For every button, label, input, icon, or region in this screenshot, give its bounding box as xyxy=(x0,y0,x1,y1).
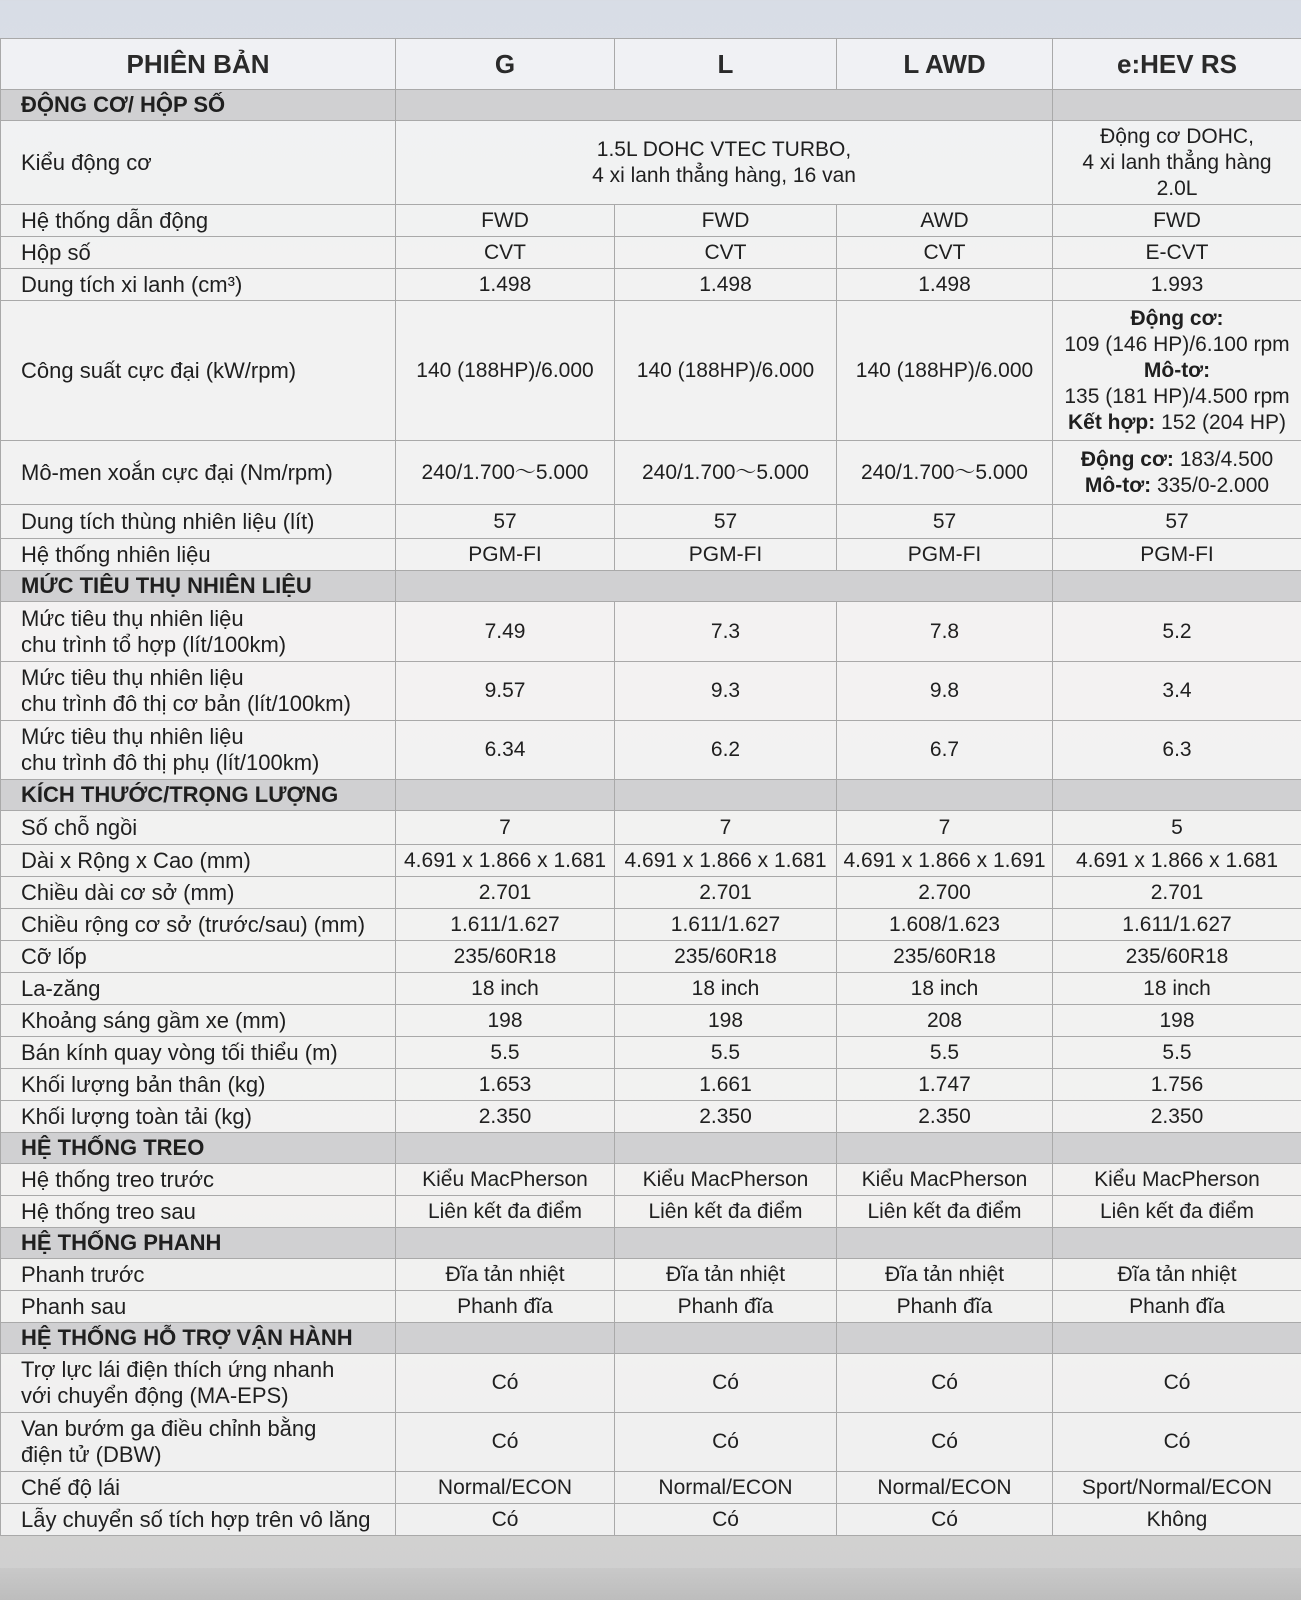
table-row xyxy=(1,269,1301,301)
bottom-background-strip xyxy=(0,1568,1301,1600)
row-label: Số chỗ ngồi xyxy=(1,811,396,845)
cell-value: 4.691 x 1.866 x 1.681 xyxy=(1053,845,1301,877)
cell-value: 57 xyxy=(837,505,1053,539)
power-combined-label: Kết hợp: xyxy=(1067,410,1156,434)
power-motor-label: Mô-tơ: xyxy=(1143,358,1211,382)
row-label: Khoảng sáng gầm xe (mm) xyxy=(1,1005,396,1037)
row-label: Hệ thống nhiên liệu xyxy=(1,539,396,571)
cell-value: PGM-FI xyxy=(837,539,1053,571)
table-row xyxy=(1,1504,1301,1536)
cell-value: Kiểu MacPherson xyxy=(396,1164,615,1196)
cell-value: 140 (188HP)/6.000 xyxy=(615,301,837,441)
table-row xyxy=(1,811,1301,845)
power-motor-value: 135 (181 HP)/4.500 rpm xyxy=(1064,384,1290,408)
torque-motor-value: 335/0-2.000 xyxy=(1156,473,1270,497)
row-label: Cỡ lốp xyxy=(1,941,396,973)
table-row xyxy=(1,441,1301,505)
cell-value: CVT xyxy=(396,237,615,269)
header-version-g: G xyxy=(396,39,615,90)
cell-value: Liên kết đa điểm xyxy=(1053,1196,1301,1228)
table-row xyxy=(1,1069,1301,1101)
row-label: Hệ thống treo sau xyxy=(1,1196,396,1228)
section-title: HỆ THỐNG PHANH xyxy=(1,1228,396,1259)
cell-value: Đĩa tản nhiệt xyxy=(837,1259,1053,1291)
cell-value: 18 inch xyxy=(1053,973,1301,1005)
table-row xyxy=(1,877,1301,909)
cell-value: 9.8 xyxy=(837,662,1053,721)
cell-value: Liên kết đa điểm xyxy=(615,1196,837,1228)
power-ehev-cell xyxy=(1053,301,1301,441)
cell-value: 198 xyxy=(1053,1005,1301,1037)
cell-value: 235/60R18 xyxy=(396,941,615,973)
torque-ehev-cell xyxy=(1053,441,1301,505)
torque-engine-value: 183/4.500 xyxy=(1179,447,1274,471)
table-row xyxy=(1,602,1301,662)
cell-value: 3.4 xyxy=(1053,662,1301,721)
cell-value: Phanh đĩa xyxy=(396,1291,615,1323)
version-header-row xyxy=(1,39,1301,90)
cell-value: Normal/ECON xyxy=(615,1472,837,1504)
cell-value: CVT xyxy=(615,237,837,269)
cell-value: FWD xyxy=(396,205,615,237)
spec-sheet xyxy=(0,38,1301,1536)
row-label: Công suất cực đại (kW/rpm) xyxy=(1,301,396,441)
cell-value: Có xyxy=(396,1354,615,1413)
cell-value: Kiểu MacPherson xyxy=(837,1164,1053,1196)
table-row xyxy=(1,539,1301,571)
cell-value: 2.701 xyxy=(1053,877,1301,909)
cell-value: 9.3 xyxy=(615,662,837,721)
cell-value: 5 xyxy=(1053,811,1301,845)
cell-value: 208 xyxy=(837,1005,1053,1037)
row-label: Dài x Rộng x Cao (mm) xyxy=(1,845,396,877)
cell-value: Liên kết đa điểm xyxy=(837,1196,1053,1228)
cell-value: 198 xyxy=(615,1005,837,1037)
section-suspension xyxy=(1,1133,1301,1164)
cell-value: 18 inch xyxy=(837,973,1053,1005)
section-dimensions xyxy=(1,780,1301,811)
torque-motor-label: Mô-tơ: xyxy=(1084,473,1152,497)
power-engine-value: 109 (146 HP)/6.100 rpm xyxy=(1064,332,1290,356)
cell-value: Đĩa tản nhiệt xyxy=(1053,1259,1301,1291)
header-label: PHIÊN BẢN xyxy=(1,39,396,90)
cell-value: 2.350 xyxy=(615,1101,837,1133)
row-label: Kiểu động cơ xyxy=(1,121,396,205)
cell-value: 140 (188HP)/6.000 xyxy=(837,301,1053,441)
cell-value: Phanh đĩa xyxy=(615,1291,837,1323)
cell-value: 57 xyxy=(615,505,837,539)
cell-value: Có xyxy=(1053,1413,1301,1472)
cell-value: Không xyxy=(1053,1504,1301,1536)
cell-value: 4.691 x 1.866 x 1.681 xyxy=(396,845,615,877)
cell-value: 6.7 xyxy=(837,721,1053,780)
cell-value: 5.2 xyxy=(1053,602,1301,662)
cell-value: Có xyxy=(615,1504,837,1536)
row-label: Chiều rộng cơ sở (trước/sau) (mm) xyxy=(1,909,396,941)
cell-value: 140 (188HP)/6.000 xyxy=(396,301,615,441)
section-title: HỆ THỐNG HỖ TRỢ VẬN HÀNH xyxy=(1,1323,396,1354)
cell-value: 6.3 xyxy=(1053,721,1301,780)
cell-value: 5.5 xyxy=(396,1037,615,1069)
section-assist xyxy=(1,1323,1301,1354)
table-row xyxy=(1,1101,1301,1133)
cell-value: Đĩa tản nhiệt xyxy=(396,1259,615,1291)
cell-value: 1.608/1.623 xyxy=(837,909,1053,941)
table-row xyxy=(1,1259,1301,1291)
cell-value: 1.611/1.627 xyxy=(396,909,615,941)
cell-value: E-CVT xyxy=(1053,237,1301,269)
cell-value: 1.498 xyxy=(615,269,837,301)
cell-value: Sport/Normal/ECON xyxy=(1053,1472,1301,1504)
cell-value: 1.498 xyxy=(837,269,1053,301)
row-label: Mức tiêu thụ nhiên liệu chu trình đô thị phụ (lít/100km) xyxy=(1,721,396,780)
row-label: Hộp số xyxy=(1,237,396,269)
row-label: Hệ thống dẫn động xyxy=(1,205,396,237)
cell-value: 1.747 xyxy=(837,1069,1053,1101)
row-label: Mức tiêu thụ nhiên liệu chu trình tổ hợp (lít/100km) xyxy=(1,602,396,662)
section-title: ĐỘNG CƠ/ HỘP SỐ xyxy=(1,90,396,121)
cell-value: Có xyxy=(837,1354,1053,1413)
table-row xyxy=(1,1005,1301,1037)
cell-value: Đĩa tản nhiệt xyxy=(615,1259,837,1291)
cell-value: 1.653 xyxy=(396,1069,615,1101)
cell-value: 5.5 xyxy=(615,1037,837,1069)
cell-value: 7.8 xyxy=(837,602,1053,662)
section-fuel xyxy=(1,571,1301,602)
header-version-l: L xyxy=(615,39,837,90)
cell-value: 235/60R18 xyxy=(837,941,1053,973)
row-label: Chế độ lái xyxy=(1,1472,396,1504)
cell-value: 2.701 xyxy=(615,877,837,909)
row-label: Trợ lực lái điện thích ứng nhanh với chuyển động (MA-EPS) xyxy=(1,1354,396,1413)
cell-value: 4.691 x 1.866 x 1.681 xyxy=(615,845,837,877)
cell-value: CVT xyxy=(837,237,1053,269)
row-label: Khối lượng toàn tải (kg) xyxy=(1,1101,396,1133)
cell-value: Có xyxy=(837,1504,1053,1536)
cell-value: Phanh đĩa xyxy=(1053,1291,1301,1323)
cell-value: Liên kết đa điểm xyxy=(396,1196,615,1228)
table-row xyxy=(1,505,1301,539)
cell-value: 1.993 xyxy=(1053,269,1301,301)
cell-value: 7 xyxy=(396,811,615,845)
row-label: Phanh trước xyxy=(1,1259,396,1291)
cell-value: Có xyxy=(1053,1354,1301,1413)
table-row xyxy=(1,721,1301,780)
table-row xyxy=(1,1037,1301,1069)
cell-value: 7 xyxy=(615,811,837,845)
cell-value: Có xyxy=(837,1413,1053,1472)
cell-value: 240/1.700～5.000 xyxy=(837,441,1053,505)
cell-value: 57 xyxy=(1053,505,1301,539)
cell-value: 1.611/1.627 xyxy=(1053,909,1301,941)
spec-table xyxy=(0,38,1301,1536)
table-row xyxy=(1,1164,1301,1196)
cell-value: 6.34 xyxy=(396,721,615,780)
cell-value: 18 inch xyxy=(615,973,837,1005)
header-version-l-awd: L AWD xyxy=(837,39,1053,90)
cell-value: Normal/ECON xyxy=(837,1472,1053,1504)
cell-value: PGM-FI xyxy=(1053,539,1301,571)
cell-value: 5.5 xyxy=(1053,1037,1301,1069)
row-label: Dung tích thùng nhiên liệu (lít) xyxy=(1,505,396,539)
table-row xyxy=(1,205,1301,237)
cell-value: 2.700 xyxy=(837,877,1053,909)
cell-value: Kiểu MacPherson xyxy=(1053,1164,1301,1196)
row-label: Mô-men xoắn cực đại (Nm/rpm) xyxy=(1,441,396,505)
cell-value: PGM-FI xyxy=(396,539,615,571)
section-title: HỆ THỐNG TREO xyxy=(1,1133,396,1164)
engine-type-ehev: Động cơ DOHC, 4 xi lanh thẳng hàng 2.0L xyxy=(1053,121,1301,205)
cell-value: 198 xyxy=(396,1005,615,1037)
cell-value: 7.49 xyxy=(396,602,615,662)
cell-value: 6.2 xyxy=(615,721,837,780)
table-row xyxy=(1,1413,1301,1472)
cell-value: Có xyxy=(615,1354,837,1413)
cell-value: Normal/ECON xyxy=(396,1472,615,1504)
cell-value: Có xyxy=(396,1413,615,1472)
cell-value: 2.350 xyxy=(396,1101,615,1133)
row-label: Khối lượng bản thân (kg) xyxy=(1,1069,396,1101)
row-label: Mức tiêu thụ nhiên liệu chu trình đô thị cơ bản (lít/100km) xyxy=(1,662,396,721)
cell-value: 235/60R18 xyxy=(1053,941,1301,973)
cell-value: 240/1.700～5.000 xyxy=(396,441,615,505)
cell-value: 5.5 xyxy=(837,1037,1053,1069)
power-engine-label: Động cơ: xyxy=(1130,306,1224,330)
section-title: KÍCH THƯỚC/TRỌNG LƯỢNG xyxy=(1,780,396,811)
table-row xyxy=(1,1472,1301,1504)
engine-type-turbo: 1.5L DOHC VTEC TURBO, 4 xi lanh thẳng hàng, 16 van xyxy=(396,121,1053,205)
row-label: Lẫy chuyển số tích hợp trên vô lăng xyxy=(1,1504,396,1536)
cell-value: AWD xyxy=(837,205,1053,237)
table-row xyxy=(1,121,1301,205)
table-row xyxy=(1,909,1301,941)
cell-value: 2.350 xyxy=(1053,1101,1301,1133)
cell-value: Kiểu MacPherson xyxy=(615,1164,837,1196)
cell-value: 2.701 xyxy=(396,877,615,909)
cell-value: 7 xyxy=(837,811,1053,845)
power-combined-value: 152 (204 HP) xyxy=(1161,410,1286,434)
cell-value: Có xyxy=(396,1504,615,1536)
section-engine xyxy=(1,90,1301,121)
cell-value: 1.611/1.627 xyxy=(615,909,837,941)
cell-value: 1.498 xyxy=(396,269,615,301)
table-row xyxy=(1,237,1301,269)
table-row xyxy=(1,662,1301,721)
cell-value: Phanh đĩa xyxy=(837,1291,1053,1323)
cell-value: 57 xyxy=(396,505,615,539)
row-label: Phanh sau xyxy=(1,1291,396,1323)
table-row xyxy=(1,845,1301,877)
cell-value: 4.691 x 1.866 x 1.691 xyxy=(837,845,1053,877)
table-row xyxy=(1,301,1301,441)
row-label: Van bướm ga điều chỉnh bằng điện tử (DBW) xyxy=(1,1413,396,1472)
cell-value: FWD xyxy=(1053,205,1301,237)
cell-value: 18 inch xyxy=(396,973,615,1005)
row-label: Hệ thống treo trước xyxy=(1,1164,396,1196)
cell-value: 240/1.700～5.000 xyxy=(615,441,837,505)
table-row xyxy=(1,1291,1301,1323)
torque-engine-label: Động cơ: xyxy=(1080,447,1174,471)
section-title: MỨC TIÊU THỤ NHIÊN LIỆU xyxy=(1,571,396,602)
row-label: Chiều dài cơ sở (mm) xyxy=(1,877,396,909)
row-label: La-zăng xyxy=(1,973,396,1005)
cell-value: FWD xyxy=(615,205,837,237)
table-row xyxy=(1,1196,1301,1228)
cell-value: PGM-FI xyxy=(615,539,837,571)
cell-value: 2.350 xyxy=(837,1101,1053,1133)
cell-value: 1.756 xyxy=(1053,1069,1301,1101)
table-row xyxy=(1,1354,1301,1413)
cell-value: 9.57 xyxy=(396,662,615,721)
cell-value: 7.3 xyxy=(615,602,837,662)
header-version-ehev-rs: e:HEV RS xyxy=(1053,39,1301,90)
section-brakes xyxy=(1,1228,1301,1259)
cell-value: Có xyxy=(615,1413,837,1472)
row-label: Bán kính quay vòng tối thiểu (m) xyxy=(1,1037,396,1069)
table-row xyxy=(1,973,1301,1005)
cell-value: 1.661 xyxy=(615,1069,837,1101)
cell-value: 235/60R18 xyxy=(615,941,837,973)
table-row xyxy=(1,941,1301,973)
row-label: Dung tích xi lanh (cm³) xyxy=(1,269,396,301)
